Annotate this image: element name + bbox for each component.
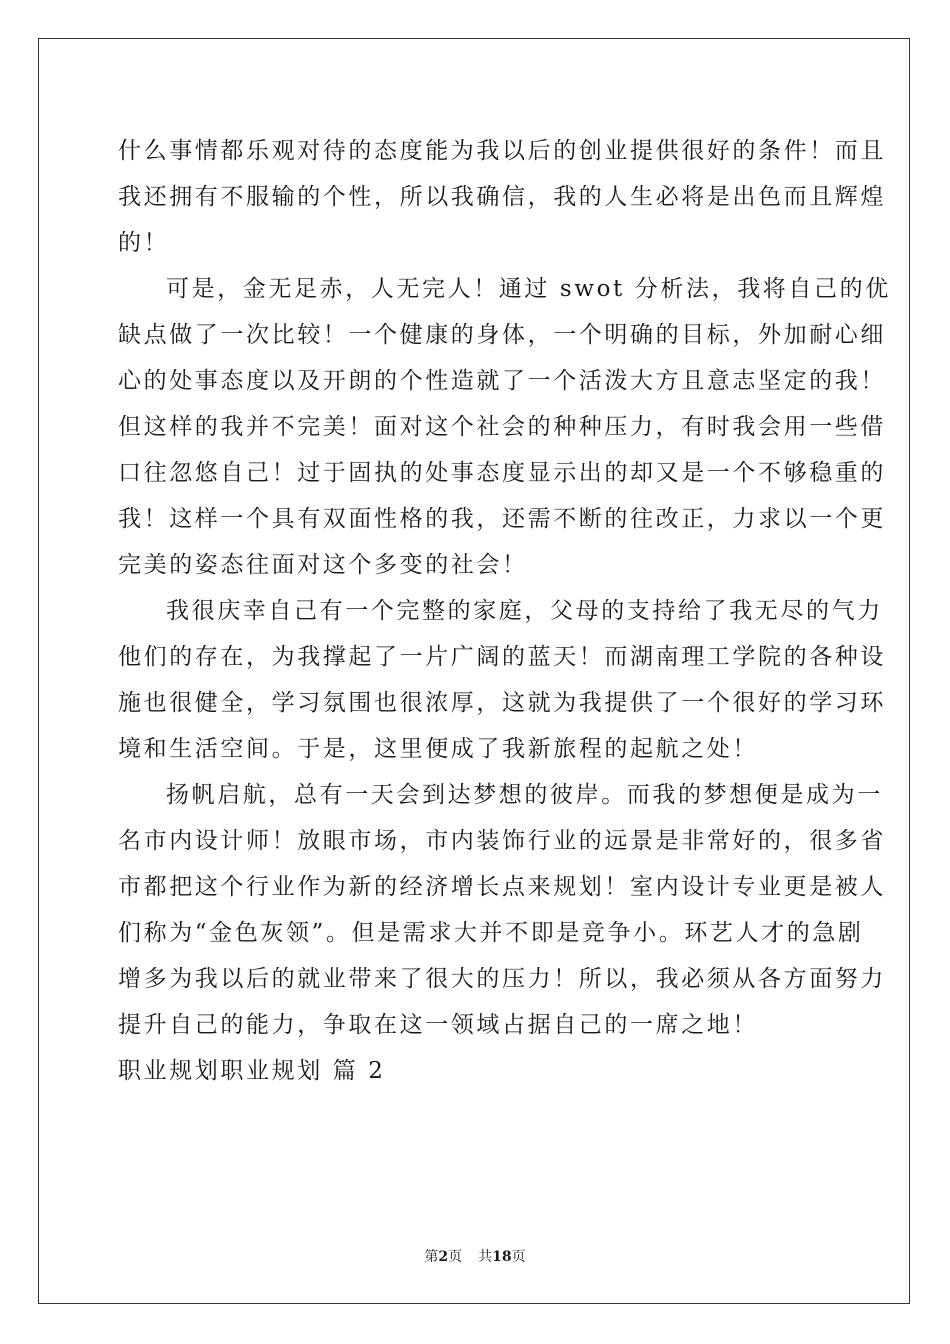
page-prefix: 第 (424, 1249, 439, 1265)
text-line: 缺点做了一次比较！一个健康的身体，一个明确的目标，外加耐心细 (118, 322, 886, 348)
text-line: 完美的姿态往面对这个多变的社会！ (118, 552, 528, 578)
text-line: 施也很健全，学习氛围也很浓厚，这就为我提供了一个很好的学习环 (118, 690, 886, 716)
paragraph-start-line: 扬帆启航，总有一天会到达梦想的彼岸。而我的梦想便是成为一 (166, 782, 883, 808)
total-prefix: 共 (478, 1249, 493, 1265)
total-suffix: 页 (511, 1249, 526, 1265)
paragraph-start-line: 我很庆幸自己有一个完整的家庭，父母的支持给了我无尽的气力 (166, 598, 883, 624)
text-line: 市都把这个行业作为新的经济增长点来规划！室内设计专业更是被人 (118, 874, 886, 900)
text-line: 提升自己的能力，争取在这一领域占据自己的一席之地！ (118, 1012, 758, 1038)
text-line: 境和生活空间。于是，这里便成了我新旅程的起航之处！ (118, 736, 758, 762)
page-suffix: 页 (448, 1249, 463, 1265)
text-line: 什么事情都乐观对待的态度能为我以后的创业提供很好的条件！而且 (118, 138, 886, 164)
text-line: 心的处事态度以及开朗的个性造就了一个活泼大方且意志坚定的我！ (118, 368, 886, 394)
paragraph-start-line: 可是，金无足赤，人无完人！通过 swot 分析法，我将自己的优 (166, 276, 891, 302)
text-line: 他们的存在，为我撑起了一片广阔的蓝天！而湖南理工学院的各种设 (118, 644, 886, 670)
text-line: 我还拥有不服输的个性，所以我确信，我的人生必将是出色而且辉煌 (118, 184, 886, 210)
page-footer (0, 1247, 950, 1267)
text-line: 但这样的我并不完美！面对这个社会的种种压力，有时我会用一些借 (118, 414, 886, 440)
text-line: 增多为我以后的就业带来了很大的压力！所以，我必须从各方面努力 (118, 966, 886, 992)
text-line: 名市内设计师！放眼市场，市内装饰行业的远景是非常好的，很多省 (118, 828, 886, 854)
text-line: 的！ (118, 230, 170, 256)
section-heading: 职业规划职业规划 篇 2 (118, 1058, 386, 1084)
total-page-count: 18 (492, 1249, 512, 1265)
text-line: 们称为“金色灰领”。但是需求大并不即是竞争小。环艺人才的急剧 (118, 920, 864, 946)
document-body (118, 128, 891, 1094)
text-line: 口往忽悠自己！过于固执的处事态度显示出的却又是一个不够稳重的 (118, 460, 886, 486)
current-page-number: 2 (438, 1249, 449, 1265)
text-line: 我！这样一个具有双面性格的我，还需不断的往改正，力求以一个更 (118, 506, 886, 532)
